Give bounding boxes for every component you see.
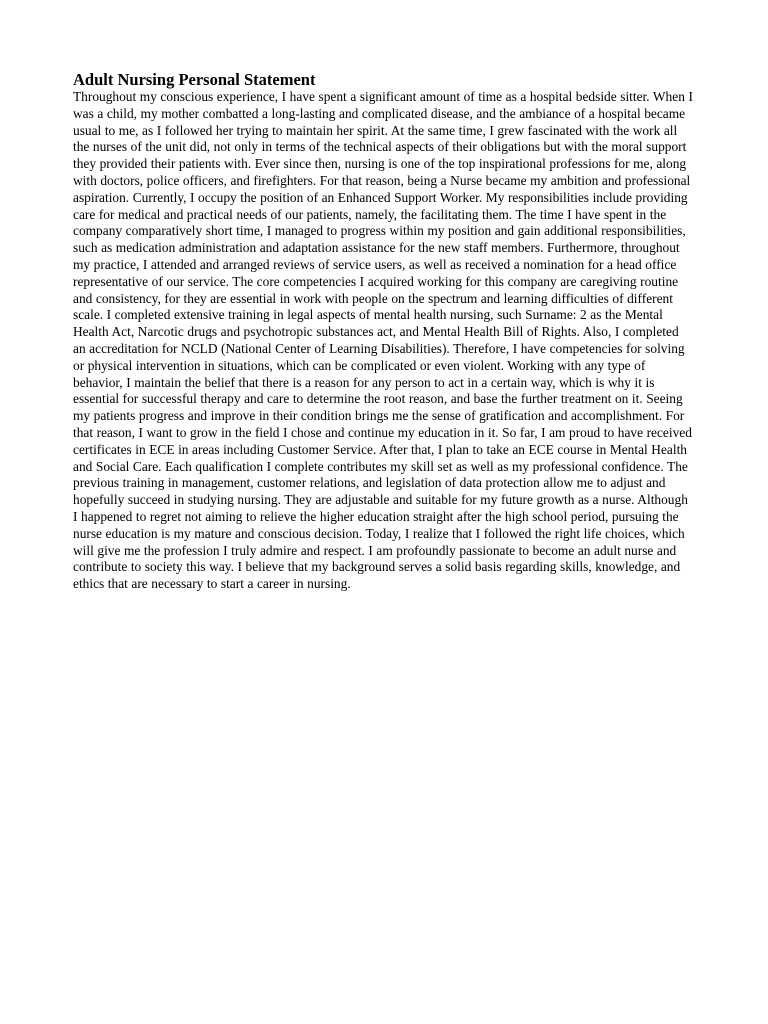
document-body-paragraph: Throughout my conscious experience, I have spent a significant amount of time as a hospital bedside sitter. When I was a child, my mother combatted a long-lasting and complicated disease, and the ambiance of a hospital became usual to me, as I followed her trying to maintain her spirit. At the same time, I grew fascinated with the work all the nurses of the unit did, not only in terms of the technical aspects of their obligations but with the moral support they provided their patients with. Ever since then, nursing is one of the top inspirational professions for me, along with doctors, police officers, and firefighters. For that reason, being a Nurse became my ambition and professional aspiration. Currently, I occupy the position of an Enhanced Support Worker. My responsibilities include providing care for medical and practical needs of our patients, namely, the facilitating them. The time I have spent in the company comparatively short time, I managed to progress within my position and gain additional responsibilities, such as medication administration and adaptation assistance for the new staff members. Furthermore, throughout my practice, I attended and arranged reviews of service users, as well as received a nomination for a head office representative of our service. The core competencies I acquired working for this company are caregiving routine and consistency, for they are essential in work with people on the spectrum and learning difficulties of different scale. I completed extensive training in legal aspects of mental health nursing, such Surname: 2 as the Mental Health Act, Narcotic drugs and psychotropic substances act, and Mental Health Bill of Rights. Also, I completed an accreditation for NCLD (National Center of Learning Disabilities). Therefore, I have competencies for solving or physical intervention in situations, which can be complicated or even violent. Working with any type of behavior, I maintain the belief that there is a reason for any person to act in a certain way, which is why it is essential for successful therapy and care to determine the root reason, and base the further treatment on it. Seeing my patients progress and improve in their condition brings me the sense of gratification and accomplishment. For that reason, I want to grow in the field I chose and continue my education in it. So far, I am proud to have received certificates in ECE in areas including Customer Service. After that, I plan to take an ECE course in Mental Health and Social Care. Each qualification I complete contributes my skill set as well as my professional confidence. The previous training in management, customer relations, and legislation of data protection allow me to adjust and hopefully succeed in studying nursing. They are adjustable and suitable for my future growth as a nurse. Although I happened to regret not aiming to relieve the higher education straight after the high school period, pursuing the nurse education is my mature and conscious decision. Today, I realize that I followed the right life choices, which will give me the profession I truly admire and respect. I am profoundly passionate to become an adult nurse and contribute to society this way. I believe that my background serves a solid basis regarding skills, knowledge, and ethics that are necessary to start a career in nursing. [73,89,693,592]
document-content [73,70,693,593]
document-title: Adult Nursing Personal Statement [73,70,316,89]
